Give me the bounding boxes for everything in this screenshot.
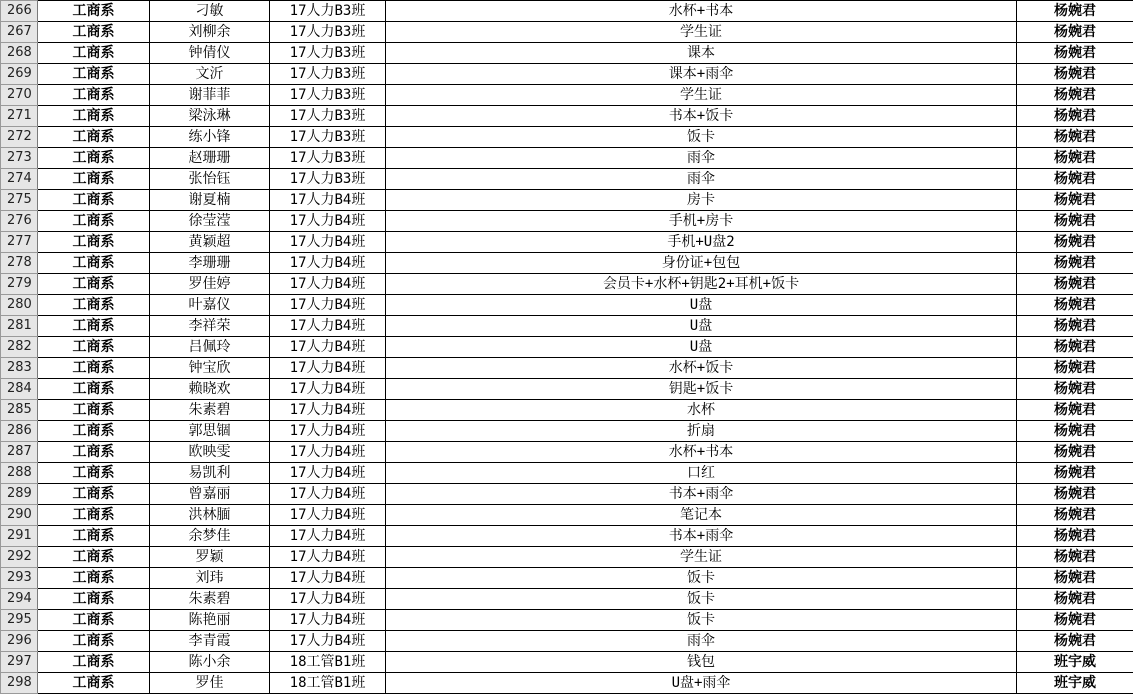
table-row — [1, 589, 1133, 610]
table-row — [1, 211, 1133, 232]
cell-student-name[interactable]: 欧映雯 — [150, 442, 270, 463]
cell-class[interactable]: 17人力B4班 — [270, 526, 386, 547]
cell-class[interactable]: 18工管B1班 — [270, 673, 386, 694]
row-number[interactable]: 294 — [1, 589, 38, 610]
cell-class[interactable]: 17人力B4班 — [270, 505, 386, 526]
cell-class[interactable]: 17人力B4班 — [270, 442, 386, 463]
table-row — [1, 505, 1133, 526]
cell-class[interactable]: 17人力B4班 — [270, 337, 386, 358]
cell-student-name[interactable]: 谢夏楠 — [150, 190, 270, 211]
row-number[interactable]: 271 — [1, 106, 38, 127]
cell-department[interactable]: 工商系 — [38, 64, 150, 85]
row-number[interactable]: 278 — [1, 253, 38, 274]
cell-class[interactable]: 17人力B3班 — [270, 64, 386, 85]
row-number[interactable]: 290 — [1, 505, 38, 526]
table-row — [1, 232, 1133, 253]
cell-department[interactable]: 工商系 — [38, 253, 150, 274]
cell-lost-items[interactable]: 身份证+包包 — [386, 253, 1017, 274]
cell-lost-items[interactable]: 学生证 — [386, 547, 1017, 568]
cell-class[interactable]: 17人力B4班 — [270, 400, 386, 421]
cell-department[interactable]: 工商系 — [38, 106, 150, 127]
cell-department[interactable]: 工商系 — [38, 589, 150, 610]
cell-teacher[interactable]: 杨婉君 — [1017, 106, 1133, 127]
cell-student-name[interactable]: 文沂 — [150, 64, 270, 85]
cell-class[interactable]: 17人力B3班 — [270, 169, 386, 190]
cell-student-name[interactable]: 叶嘉仪 — [150, 295, 270, 316]
cell-department[interactable]: 工商系 — [38, 127, 150, 148]
row-number[interactable]: 288 — [1, 463, 38, 484]
cell-department[interactable]: 工商系 — [38, 148, 150, 169]
cell-student-name[interactable]: 洪林腼 — [150, 505, 270, 526]
row-number[interactable]: 296 — [1, 631, 38, 652]
cell-student-name[interactable]: 郭思锢 — [150, 421, 270, 442]
cell-lost-items[interactable]: 书本+雨伞 — [386, 484, 1017, 505]
cell-student-name[interactable]: 余梦佳 — [150, 526, 270, 547]
cell-department[interactable]: 工商系 — [38, 379, 150, 400]
cell-teacher[interactable]: 杨婉君 — [1017, 169, 1133, 190]
cell-student-name[interactable]: 张怡钰 — [150, 169, 270, 190]
cell-student-name[interactable]: 赵珊珊 — [150, 148, 270, 169]
cell-lost-items[interactable]: 书本+雨伞 — [386, 526, 1017, 547]
cell-student-name[interactable]: 易凯利 — [150, 463, 270, 484]
cell-class[interactable]: 17人力B3班 — [270, 85, 386, 106]
row-number[interactable]: 295 — [1, 610, 38, 631]
cell-student-name[interactable]: 李青霞 — [150, 631, 270, 652]
cell-lost-items[interactable]: U盘 — [386, 295, 1017, 316]
cell-department[interactable]: 工商系 — [38, 232, 150, 253]
cell-class[interactable]: 17人力B4班 — [270, 421, 386, 442]
table-row — [1, 1, 1133, 22]
cell-class[interactable]: 17人力B4班 — [270, 295, 386, 316]
cell-department[interactable]: 工商系 — [38, 526, 150, 547]
cell-student-name[interactable]: 陈小余 — [150, 652, 270, 673]
cell-department[interactable]: 工商系 — [38, 505, 150, 526]
table-row — [1, 547, 1133, 568]
cell-class[interactable]: 17人力B4班 — [270, 631, 386, 652]
cell-department[interactable]: 工商系 — [38, 316, 150, 337]
row-number[interactable]: 280 — [1, 295, 38, 316]
cell-teacher[interactable]: 杨婉君 — [1017, 400, 1133, 421]
cell-teacher[interactable]: 杨婉君 — [1017, 337, 1133, 358]
table-row — [1, 316, 1133, 337]
cell-student-name[interactable]: 罗佳婷 — [150, 274, 270, 295]
cell-teacher[interactable]: 杨婉君 — [1017, 1, 1133, 22]
cell-department[interactable]: 工商系 — [38, 421, 150, 442]
cell-teacher[interactable]: 杨婉君 — [1017, 379, 1133, 400]
cell-lost-items[interactable]: 水杯+饭卡 — [386, 358, 1017, 379]
cell-student-name[interactable]: 钟宝欣 — [150, 358, 270, 379]
cell-department[interactable]: 工商系 — [38, 358, 150, 379]
cell-lost-items[interactable]: 钱包 — [386, 652, 1017, 673]
cell-lost-items[interactable]: 课本 — [386, 43, 1017, 64]
cell-class[interactable]: 17人力B4班 — [270, 610, 386, 631]
row-number[interactable]: 291 — [1, 526, 38, 547]
row-number[interactable]: 281 — [1, 316, 38, 337]
row-number[interactable]: 279 — [1, 274, 38, 295]
table-row — [1, 400, 1133, 421]
row-number[interactable]: 270 — [1, 85, 38, 106]
cell-class[interactable]: 17人力B4班 — [270, 274, 386, 295]
cell-teacher[interactable]: 杨婉君 — [1017, 127, 1133, 148]
row-number[interactable]: 269 — [1, 64, 38, 85]
table-row — [1, 85, 1133, 106]
cell-department[interactable]: 工商系 — [38, 652, 150, 673]
cell-teacher[interactable]: 杨婉君 — [1017, 295, 1133, 316]
cell-teacher[interactable]: 杨婉君 — [1017, 232, 1133, 253]
table-row — [1, 652, 1133, 673]
row-number[interactable]: 284 — [1, 379, 38, 400]
cell-teacher[interactable]: 杨婉君 — [1017, 568, 1133, 589]
table-row — [1, 274, 1133, 295]
cell-department[interactable]: 工商系 — [38, 631, 150, 652]
cell-student-name[interactable]: 罗颖 — [150, 547, 270, 568]
cell-lost-items[interactable]: 手机+U盘2 — [386, 232, 1017, 253]
cell-student-name[interactable]: 刘玮 — [150, 568, 270, 589]
cell-teacher[interactable]: 班宇威 — [1017, 673, 1133, 694]
table-row — [1, 169, 1133, 190]
table-row — [1, 43, 1133, 64]
cell-class[interactable]: 17人力B4班 — [270, 211, 386, 232]
row-number[interactable]: 286 — [1, 421, 38, 442]
cell-student-name[interactable]: 吕佩玲 — [150, 337, 270, 358]
cell-department[interactable]: 工商系 — [38, 43, 150, 64]
cell-class[interactable]: 17人力B3班 — [270, 148, 386, 169]
cell-class[interactable]: 17人力B4班 — [270, 316, 386, 337]
cell-department[interactable]: 工商系 — [38, 484, 150, 505]
cell-student-name[interactable]: 谢菲菲 — [150, 85, 270, 106]
cell-teacher[interactable]: 杨婉君 — [1017, 43, 1133, 64]
grid-body — [1, 1, 1133, 694]
cell-department[interactable]: 工商系 — [38, 211, 150, 232]
cell-teacher[interactable]: 杨婉君 — [1017, 316, 1133, 337]
cell-lost-items[interactable]: 饭卡 — [386, 568, 1017, 589]
row-number[interactable]: 266 — [1, 1, 38, 22]
cell-student-name[interactable]: 黄颖超 — [150, 232, 270, 253]
row-number[interactable]: 283 — [1, 358, 38, 379]
cell-teacher[interactable]: 杨婉君 — [1017, 148, 1133, 169]
cell-department[interactable]: 工商系 — [38, 337, 150, 358]
row-number[interactable]: 293 — [1, 568, 38, 589]
cell-lost-items[interactable]: U盘+雨伞 — [386, 673, 1017, 694]
cell-department[interactable]: 工商系 — [38, 442, 150, 463]
table-row — [1, 253, 1133, 274]
cell-lost-items[interactable]: 水杯+书本 — [386, 1, 1017, 22]
table-row — [1, 484, 1133, 505]
row-number[interactable]: 268 — [1, 43, 38, 64]
cell-student-name[interactable]: 钟倩仪 — [150, 43, 270, 64]
cell-department[interactable]: 工商系 — [38, 1, 150, 22]
cell-student-name[interactable]: 刘柳余 — [150, 22, 270, 43]
cell-lost-items[interactable]: 钥匙+饭卡 — [386, 379, 1017, 400]
cell-lost-items[interactable]: 笔记本 — [386, 505, 1017, 526]
cell-department[interactable]: 工商系 — [38, 274, 150, 295]
table-row — [1, 148, 1133, 169]
table-row — [1, 379, 1133, 400]
cell-student-name[interactable]: 刁敏 — [150, 1, 270, 22]
row-number[interactable]: 289 — [1, 484, 38, 505]
cell-department[interactable]: 工商系 — [38, 610, 150, 631]
cell-class[interactable]: 17人力B3班 — [270, 127, 386, 148]
cell-lost-items[interactable]: 雨伞 — [386, 631, 1017, 652]
cell-teacher[interactable]: 杨婉君 — [1017, 505, 1133, 526]
cell-class[interactable]: 17人力B3班 — [270, 106, 386, 127]
cell-teacher[interactable]: 杨婉君 — [1017, 463, 1133, 484]
cell-student-name[interactable]: 徐莹滢 — [150, 211, 270, 232]
cell-class[interactable]: 17人力B3班 — [270, 22, 386, 43]
row-number[interactable]: 287 — [1, 442, 38, 463]
cell-department[interactable]: 工商系 — [38, 190, 150, 211]
cell-lost-items[interactable]: 手机+房卡 — [386, 211, 1017, 232]
cell-teacher[interactable]: 杨婉君 — [1017, 274, 1133, 295]
table-row — [1, 64, 1133, 85]
cell-department[interactable]: 工商系 — [38, 169, 150, 190]
cell-student-name[interactable]: 赖晓欢 — [150, 379, 270, 400]
cell-student-name[interactable]: 李珊珊 — [150, 253, 270, 274]
cell-teacher[interactable]: 杨婉君 — [1017, 190, 1133, 211]
cell-teacher[interactable]: 班宇威 — [1017, 652, 1133, 673]
cell-lost-items[interactable]: 房卡 — [386, 190, 1017, 211]
cell-department[interactable]: 工商系 — [38, 568, 150, 589]
table-row — [1, 22, 1133, 43]
cell-class[interactable]: 17人力B4班 — [270, 253, 386, 274]
cell-department[interactable]: 工商系 — [38, 85, 150, 106]
cell-lost-items[interactable]: 学生证 — [386, 85, 1017, 106]
cell-lost-items[interactable]: 学生证 — [386, 22, 1017, 43]
cell-teacher[interactable]: 杨婉君 — [1017, 64, 1133, 85]
table-row — [1, 421, 1133, 442]
cell-lost-items[interactable]: 雨伞 — [386, 169, 1017, 190]
cell-class[interactable]: 17人力B4班 — [270, 463, 386, 484]
cell-class[interactable]: 17人力B4班 — [270, 484, 386, 505]
cell-department[interactable]: 工商系 — [38, 463, 150, 484]
cell-student-name[interactable]: 曾嘉丽 — [150, 484, 270, 505]
cell-teacher[interactable]: 杨婉君 — [1017, 358, 1133, 379]
row-number[interactable]: 274 — [1, 169, 38, 190]
table-row — [1, 106, 1133, 127]
table-row — [1, 463, 1133, 484]
row-number[interactable]: 282 — [1, 337, 38, 358]
row-number[interactable]: 298 — [1, 673, 38, 694]
cell-teacher[interactable]: 杨婉君 — [1017, 526, 1133, 547]
cell-lost-items[interactable]: 饭卡 — [386, 127, 1017, 148]
cell-teacher[interactable]: 杨婉君 — [1017, 253, 1133, 274]
table-row — [1, 631, 1133, 652]
cell-class[interactable]: 18工管B1班 — [270, 652, 386, 673]
cell-class[interactable]: 17人力B4班 — [270, 232, 386, 253]
row-number[interactable]: 277 — [1, 232, 38, 253]
cell-lost-items[interactable]: 饭卡 — [386, 610, 1017, 631]
cell-teacher[interactable]: 杨婉君 — [1017, 421, 1133, 442]
cell-teacher[interactable]: 杨婉君 — [1017, 211, 1133, 232]
cell-department[interactable]: 工商系 — [38, 22, 150, 43]
row-number[interactable]: 276 — [1, 211, 38, 232]
cell-teacher[interactable]: 杨婉君 — [1017, 85, 1133, 106]
table-row — [1, 337, 1133, 358]
cell-student-name[interactable]: 朱素碧 — [150, 589, 270, 610]
cell-department[interactable]: 工商系 — [38, 400, 150, 421]
cell-lost-items[interactable]: 水杯+书本 — [386, 442, 1017, 463]
table-row — [1, 127, 1133, 148]
cell-class[interactable]: 17人力B4班 — [270, 589, 386, 610]
cell-lost-items[interactable]: 折扇 — [386, 421, 1017, 442]
cell-teacher[interactable]: 杨婉君 — [1017, 631, 1133, 652]
cell-teacher[interactable]: 杨婉君 — [1017, 484, 1133, 505]
cell-student-name[interactable]: 罗佳 — [150, 673, 270, 694]
row-number[interactable]: 297 — [1, 652, 38, 673]
cell-teacher[interactable]: 杨婉君 — [1017, 610, 1133, 631]
cell-department[interactable]: 工商系 — [38, 673, 150, 694]
row-number[interactable]: 292 — [1, 547, 38, 568]
cell-class[interactable]: 17人力B3班 — [270, 1, 386, 22]
cell-lost-items[interactable]: 会员卡+水杯+钥匙2+耳机+饭卡 — [386, 274, 1017, 295]
cell-lost-items[interactable]: 饭卡 — [386, 589, 1017, 610]
table-row — [1, 358, 1133, 379]
table-row — [1, 568, 1133, 589]
table-row — [1, 442, 1133, 463]
table-row — [1, 190, 1133, 211]
cell-department[interactable]: 工商系 — [38, 547, 150, 568]
cell-lost-items[interactable]: 课本+雨伞 — [386, 64, 1017, 85]
cell-lost-items[interactable]: 书本+饭卡 — [386, 106, 1017, 127]
cell-class[interactable]: 17人力B4班 — [270, 190, 386, 211]
cell-class[interactable]: 17人力B3班 — [270, 43, 386, 64]
cell-lost-items[interactable]: 口红 — [386, 463, 1017, 484]
cell-class[interactable]: 17人力B4班 — [270, 568, 386, 589]
cell-lost-items[interactable]: U盘 — [386, 337, 1017, 358]
table-row — [1, 295, 1133, 316]
cell-class[interactable]: 17人力B4班 — [270, 379, 386, 400]
table-row — [1, 673, 1133, 694]
row-number[interactable]: 273 — [1, 148, 38, 169]
table-row — [1, 610, 1133, 631]
cell-student-name[interactable]: 陈艳丽 — [150, 610, 270, 631]
cell-teacher[interactable]: 杨婉君 — [1017, 22, 1133, 43]
cell-student-name[interactable]: 梁泳琳 — [150, 106, 270, 127]
cell-lost-items[interactable]: 水杯 — [386, 400, 1017, 421]
cell-teacher[interactable]: 杨婉君 — [1017, 442, 1133, 463]
table-row — [1, 526, 1133, 547]
row-number[interactable]: 285 — [1, 400, 38, 421]
cell-lost-items[interactable]: 雨伞 — [386, 148, 1017, 169]
cell-class[interactable]: 17人力B4班 — [270, 358, 386, 379]
cell-student-name[interactable]: 练小锋 — [150, 127, 270, 148]
cell-teacher[interactable]: 杨婉君 — [1017, 547, 1133, 568]
row-number[interactable]: 267 — [1, 22, 38, 43]
cell-student-name[interactable]: 李祥荣 — [150, 316, 270, 337]
row-number[interactable]: 272 — [1, 127, 38, 148]
cell-lost-items[interactable]: U盘 — [386, 316, 1017, 337]
cell-student-name[interactable]: 朱素碧 — [150, 400, 270, 421]
cell-class[interactable]: 17人力B4班 — [270, 547, 386, 568]
cell-teacher[interactable]: 杨婉君 — [1017, 589, 1133, 610]
cell-department[interactable]: 工商系 — [38, 295, 150, 316]
row-number[interactable]: 275 — [1, 190, 38, 211]
